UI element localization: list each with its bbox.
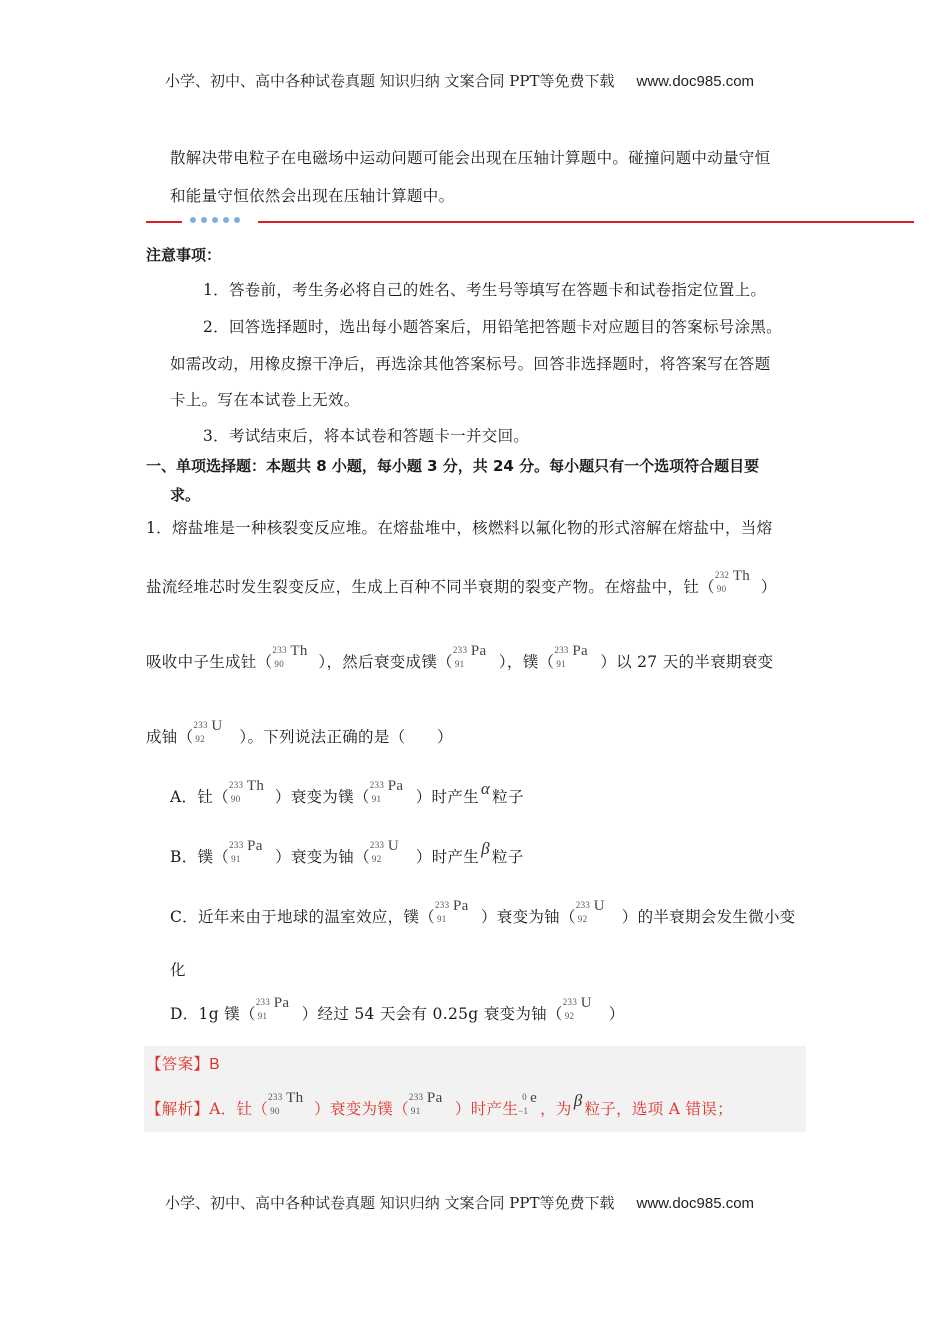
- divider-right: [258, 221, 914, 223]
- page-footer: [165, 1192, 754, 1213]
- header-site[interactable]: www.doc985.com: [636, 73, 755, 90]
- nuclide-th232: 232 90 Th: [714, 568, 751, 594]
- question-line-3: 吸收中子生成钍（ 233 90 Th ），然后衰变成镤（ 233 91 Pa ），镤（ 233 91 Pa ）以 27 天的半衰期衰变: [146, 643, 774, 671]
- notice-item-3: 3．考试结束后，将本试卷和答题卡一并交回。: [203, 427, 530, 445]
- section-heading-line-1: 一、单项选择题：本题共 8 小题，每小题 3 分，共 24 分。每小题只有一个选项符合题目要: [146, 457, 760, 475]
- alpha-symbol: α: [480, 779, 491, 798]
- notice-item-2-line-3: 卡上。写在本试卷上无效。: [170, 391, 360, 409]
- nuclide-pa233: 233 91 Pa: [554, 643, 588, 669]
- option-c-line-2: 化: [170, 961, 186, 979]
- page-header: [165, 70, 754, 91]
- option-b[interactable]: B．镤（ 233 91 Pa ）衰变为铀（ 233 92 U ）时产生 β 粒子: [170, 838, 524, 866]
- footer-text: 小学、初中、高中各种试卷真题 知识归纳 文案合同 PPT等免费下载: [165, 1194, 615, 1212]
- analysis-line: 【解析】A．钍（ 233 90 Th ）衰变为镤（ 233 91 Pa ）时产生 0 −1 e ，为 β 粒子，选项 A 错误；: [146, 1090, 733, 1118]
- header-text: 小学、初中、高中各种试卷真题 知识归纳 文案合同 PPT等免费下载: [165, 72, 615, 90]
- divider-left: [146, 221, 182, 223]
- answer-label: 【答案】B: [146, 1056, 220, 1073]
- question-line-4: 成铀（ 233 92 U ）。下列说法正确的是（ ）: [146, 718, 453, 746]
- notice-item-2-line-2: 如需改动，用橡皮擦干净后，再选涂其他答案标号。回答非选择题时，将答案写在答题: [170, 355, 771, 373]
- question-line-1: 1．熔盐堆是一种核裂变反应堆。在熔盐堆中，核燃料以氟化物的形式溶解在熔盐中，当熔: [146, 519, 773, 537]
- option-a[interactable]: A．钍（ 233 90 Th ）衰变为镤（ 233 91 Pa ）时产生 α 粒子: [170, 778, 524, 806]
- intro-line-1: 散解决带电粒子在电磁场中运动问题可能会出现在压轴计算题中。碰撞问题中动量守恒: [170, 149, 771, 167]
- notice-title: 注意事项：: [146, 246, 222, 264]
- option-c[interactable]: C．近年来由于地球的温室效应，镤（ 233 91 Pa ）衰变为铀（ 233 92 U ）的半衰期会发生微小变: [170, 898, 796, 926]
- footer-site[interactable]: www.doc985.com: [636, 1195, 755, 1212]
- divider-dots: [190, 217, 240, 223]
- nuclide-u233: 233 92 U: [193, 718, 223, 744]
- notice-item-1: 1．答卷前，考生务必将自己的姓名、考生号等填写在答题卡和试卷指定位置上。: [203, 281, 767, 299]
- notice-item-2-line-1: 2．回答选择题时，选出每小题答案后，用铅笔把答题卡对应题目的答案标号涂黑。: [203, 318, 782, 336]
- beta-symbol: β: [481, 839, 490, 858]
- section-heading-line-2: 求。: [170, 486, 201, 504]
- nuclide-pa233: 233 91 Pa: [452, 643, 487, 669]
- option-d[interactable]: D．1g 镤（ 233 91 Pa ）经过 54 天会有 0.25g 衰变为铀（ 233 92 U ）: [170, 995, 625, 1023]
- question-line-2: 盐流经堆芯时发生裂变反应，生成上百种不同半衰期的裂变产物。在熔盐中，钍（ 232 90 Th ）: [146, 568, 777, 596]
- intro-line-2: 和能量守恒依然会出现在压轴计算题中。: [170, 187, 455, 205]
- nuclide-th233: 233 90 Th: [272, 643, 308, 669]
